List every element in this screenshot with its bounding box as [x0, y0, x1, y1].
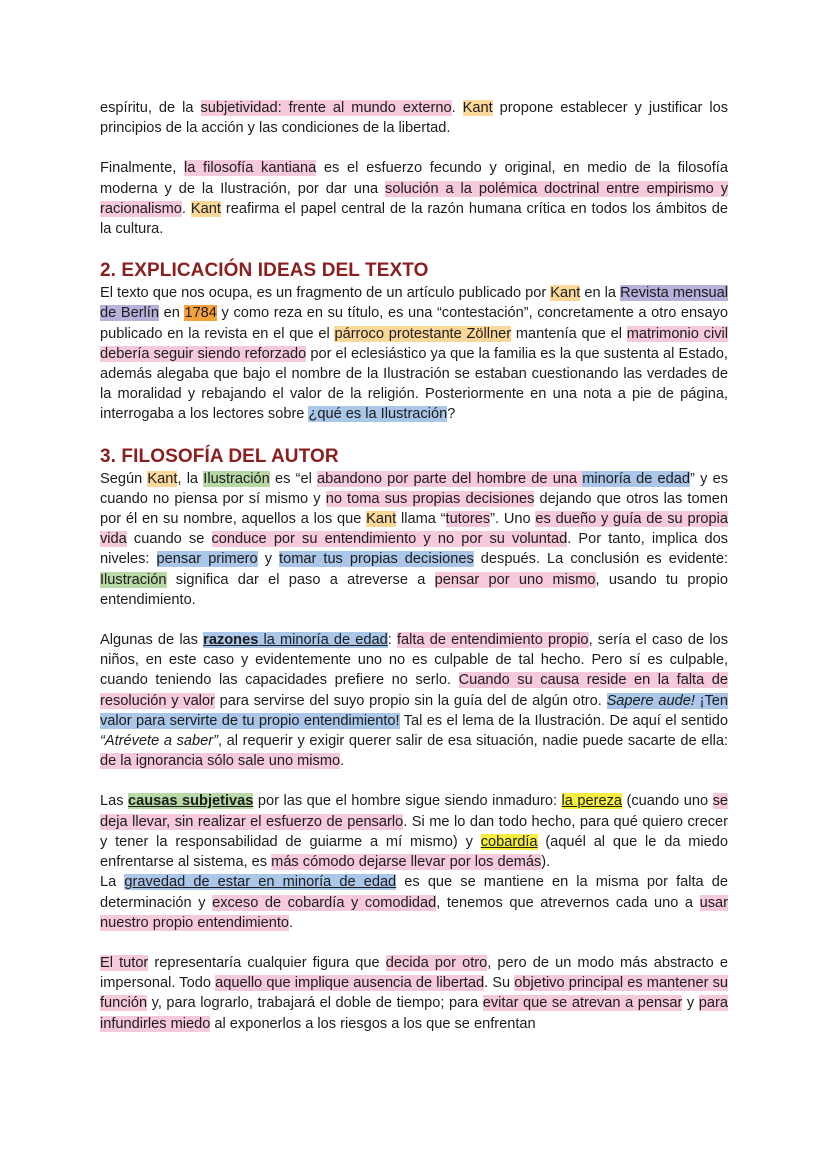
document-content [100, 98, 728, 1034]
paragraph-razones: Algunas de las razones la minoría de edad: falta de entendimiento propio, sería el caso de los niños, en este caso y evidentemente uno no es culpable de tal hecho. Pero sí es culpable, cuando teniendo las capacidades prefiere no serlo. Cuando su causa reside en la falta de resolución y valor para servirse del suyo propio sin la guía del de algún otro. Sapere aude! ¡Ten valor para servirte de tu propio entendimiento! Tal es el lema de la Ilustración. De aquí el sentido “Atrévete a saber”, al requerir y exigir querer salir de esa situación, nadie puede sacarte de ella: de la ignorancia sólo sale uno mismo. [100, 632, 729, 770]
paragraph-finalmente: Finalmente, la filosofía kantiana es el esfuerzo fecundo y original, en medio de la filosofía moderna y de la Ilustración, por dar una solución a la polémica doctrinal entre empirismo y racionalismo. Kant reafirma el papel central de la razón humana crítica en todos los ámbitos de la cultura. [100, 160, 728, 238]
paragraph-subjetividad: espíritu, de la subjetividad: frente al mundo externo. Kant propone establecer y justificar los principios de la acción y las condiciones de la libertad. [100, 100, 729, 137]
paragraph-causas: Las causas subjetivas por las que el hombre sigue siendo inmaduro: la pereza (cuando uno se deja llevar, sin realizar el esfuerzo de pensarlo. Si me lo dan todo hecho, para qué quiero crecer y tener la responsabilidad de guiarme a mí mismo) y cobardía (aquél al que le da miedo enfrentarse al sistema, es más cómodo dejarse llevar por los demás). [100, 793, 729, 871]
section-heading-filosofia: 3. FILOSOFÍA DEL AUTOR [100, 445, 339, 467]
section-heading-explicacion: 2. EXPLICACIÓN IDEAS DEL TEXTO [100, 260, 429, 282]
paragraph-segun-kant: Según Kant, la Ilustración es “el abandono por parte del hombre de una minoría de edad” y es cuando no piensa por sí mismo y no toma sus propias decisiones dejando que otros las tomen por él en su nombre, aquellos a los que Kant llama “tutores”. Uno es dueño y guía de su propia vida cuando se conduce por su entendimiento y no por su voluntad. Por tanto, implica dos niveles: pensar primero y tomar tus propias decisiones después. La conclusión es evidente: Ilustración significa dar el paso a atreverse a pensar por uno mismo, usando tu propio entendimiento. [100, 470, 729, 608]
paragraph-tutor: El tutor representaría cualquier figura que decida por otro, pero de un modo más abstracto e impersonal. Todo aquello que implique ausencia de libertad. Su objetivo principal es mantener su función y, para lograrlo, trabajará el doble de tiempo; para evitar que se atrevan a pensar y para infundirles miedo al exponerlos a los riesgos a los que se enfrentan [100, 954, 728, 1032]
paragraph-texto-kant: El texto que nos ocupa, es un fragmento de un artículo publicado por Kant en la Revista mensual de Berlín en 1784 y como reza en su título, es una “contestación”, concretamente a otro ensayo publicado en la revista en el que el párroco protestante Zöllner mantenía que el matrimonio civil debería seguir siendo reforzado por el eclesiástico ya que la familia es la que sustenta al Estado, además alegaba que bajo el nombre de la Ilustración se estaban cuestionando las verdades de la moralidad y rebajando el valor de la religión. Posteriormente en una nota a pie de página, interrogaba a los lectores sobre ¿qué es la Ilustración? [100, 285, 728, 423]
paragraph-gravedad: La gravedad de estar en minoría de edad es que se mantiene en la misma por falta de determinación y exceso de cobardía y comodidad, tenemos que atrevernos cada uno a usar nuestro propio entendimiento. [100, 874, 728, 931]
